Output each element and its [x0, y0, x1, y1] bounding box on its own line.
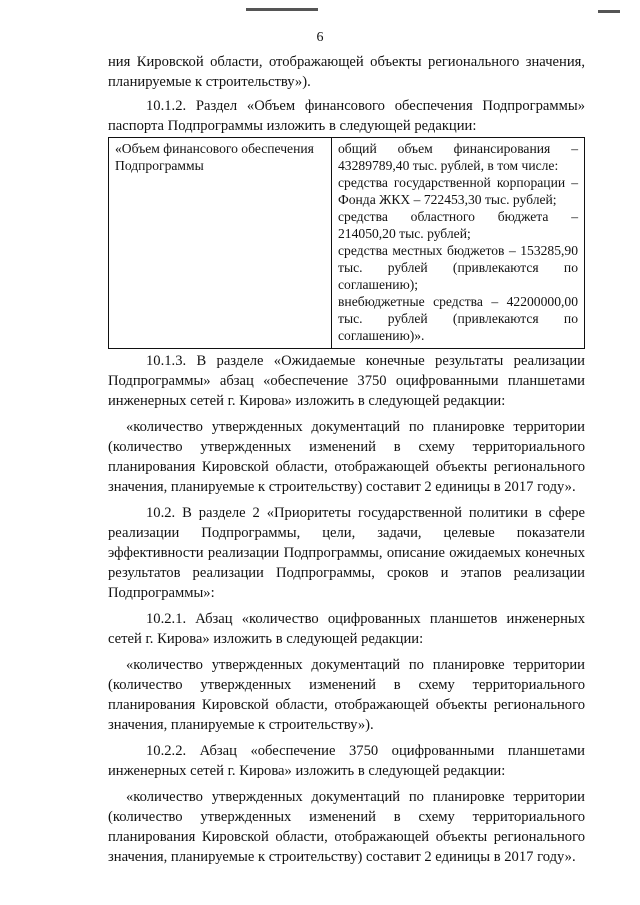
- paragraph-10-2-2: 10.2.2. Абзац «обеспечение 3750 оцифрованными планшетами инженерных сетей г. Кирова» изложить в следующей редакции:: [108, 743, 585, 779]
- document-body: [108, 52, 585, 867]
- table-cell-label: «Объем финансового обеспечения Подпрограммы: [109, 138, 332, 349]
- paragraph-10-2-1: 10.2.1. Абзац «количество оцифрованных планшетов инженерных сетей г. Кирова» изложить в следующей редакции:: [108, 611, 585, 647]
- table-cell-value: [332, 138, 585, 349]
- paragraph-quote: «количество утвержденных документаций по планировке территории (количество утвержденных изменений в схему территориального планирования Кировской области, отображающей объекты регионального значения, планируемые к строительству) составит 2 единицы в 2017 году».: [108, 419, 585, 495]
- scan-artifact-line: [598, 10, 620, 13]
- paragraph-quote: «количество утвержденных документаций по планировке территории (количество утвержденных изменений в схему территориального планирования Кировской области, отображающей объекты регионального значения, планируемые к строительству»).: [108, 657, 585, 733]
- financing-fund-zhkh: средства государственной корпорации – Фонда ЖКХ – 722453,30 тыс. рублей;: [338, 175, 578, 207]
- paragraph-10-1-3: 10.1.3. В разделе «Ожидаемые конечные результаты реализации Подпрограммы» абзац «обеспечение 3750 оцифрованными планшетами инженерных сетей г. Кирова» изложить в следующей редакции:: [108, 353, 585, 409]
- page-number: 6: [316, 30, 324, 45]
- financing-regional-budget: средства областного бюджета – 214050,20 тыс. рублей;: [338, 209, 578, 241]
- financing-total: общий объем финансирования – 43289789,40 тыс. рублей, в том числе:: [338, 141, 578, 173]
- financing-table: [108, 137, 585, 349]
- paragraph-quote: «количество утвержденных документаций по планировке территории (количество утвержденных изменений в схему территориального планирования Кировской области, отображающей объекты регионального значения, планируемые к строительству) составит 2 единицы в 2017 году».: [108, 789, 585, 865]
- paragraph-10-2: 10.2. В разделе 2 «Приоритеты государственной политики в сфере реализации Подпрограммы, цели, задачи, целевые показатели эффективности реализации Подпрограммы, описание ожидаемых конечных результатов реализации Подпрограммы, сроков и этапов реализации Подпрограммы»:: [108, 505, 585, 601]
- paragraph-10-1-2: 10.1.2. Раздел «Объем финансового обеспечения Подпрограммы» паспорта Подпрограммы изложить в следующей редакции:: [108, 98, 585, 134]
- financing-local-budgets: средства местных бюджетов – 153285,90 тыс. рублей (привлекаются по соглашению);: [338, 243, 578, 292]
- table-row: [109, 138, 585, 349]
- paragraph-continuation: ния Кировской области, отображающей объекты регионального значения, планируемые к строительству»).: [108, 54, 585, 90]
- financing-extrabudgetary: внебюджетные средства – 42200000,00 тыс. рублей (привлекаются по соглашению)».: [338, 294, 578, 343]
- scan-artifact-line: [246, 8, 318, 11]
